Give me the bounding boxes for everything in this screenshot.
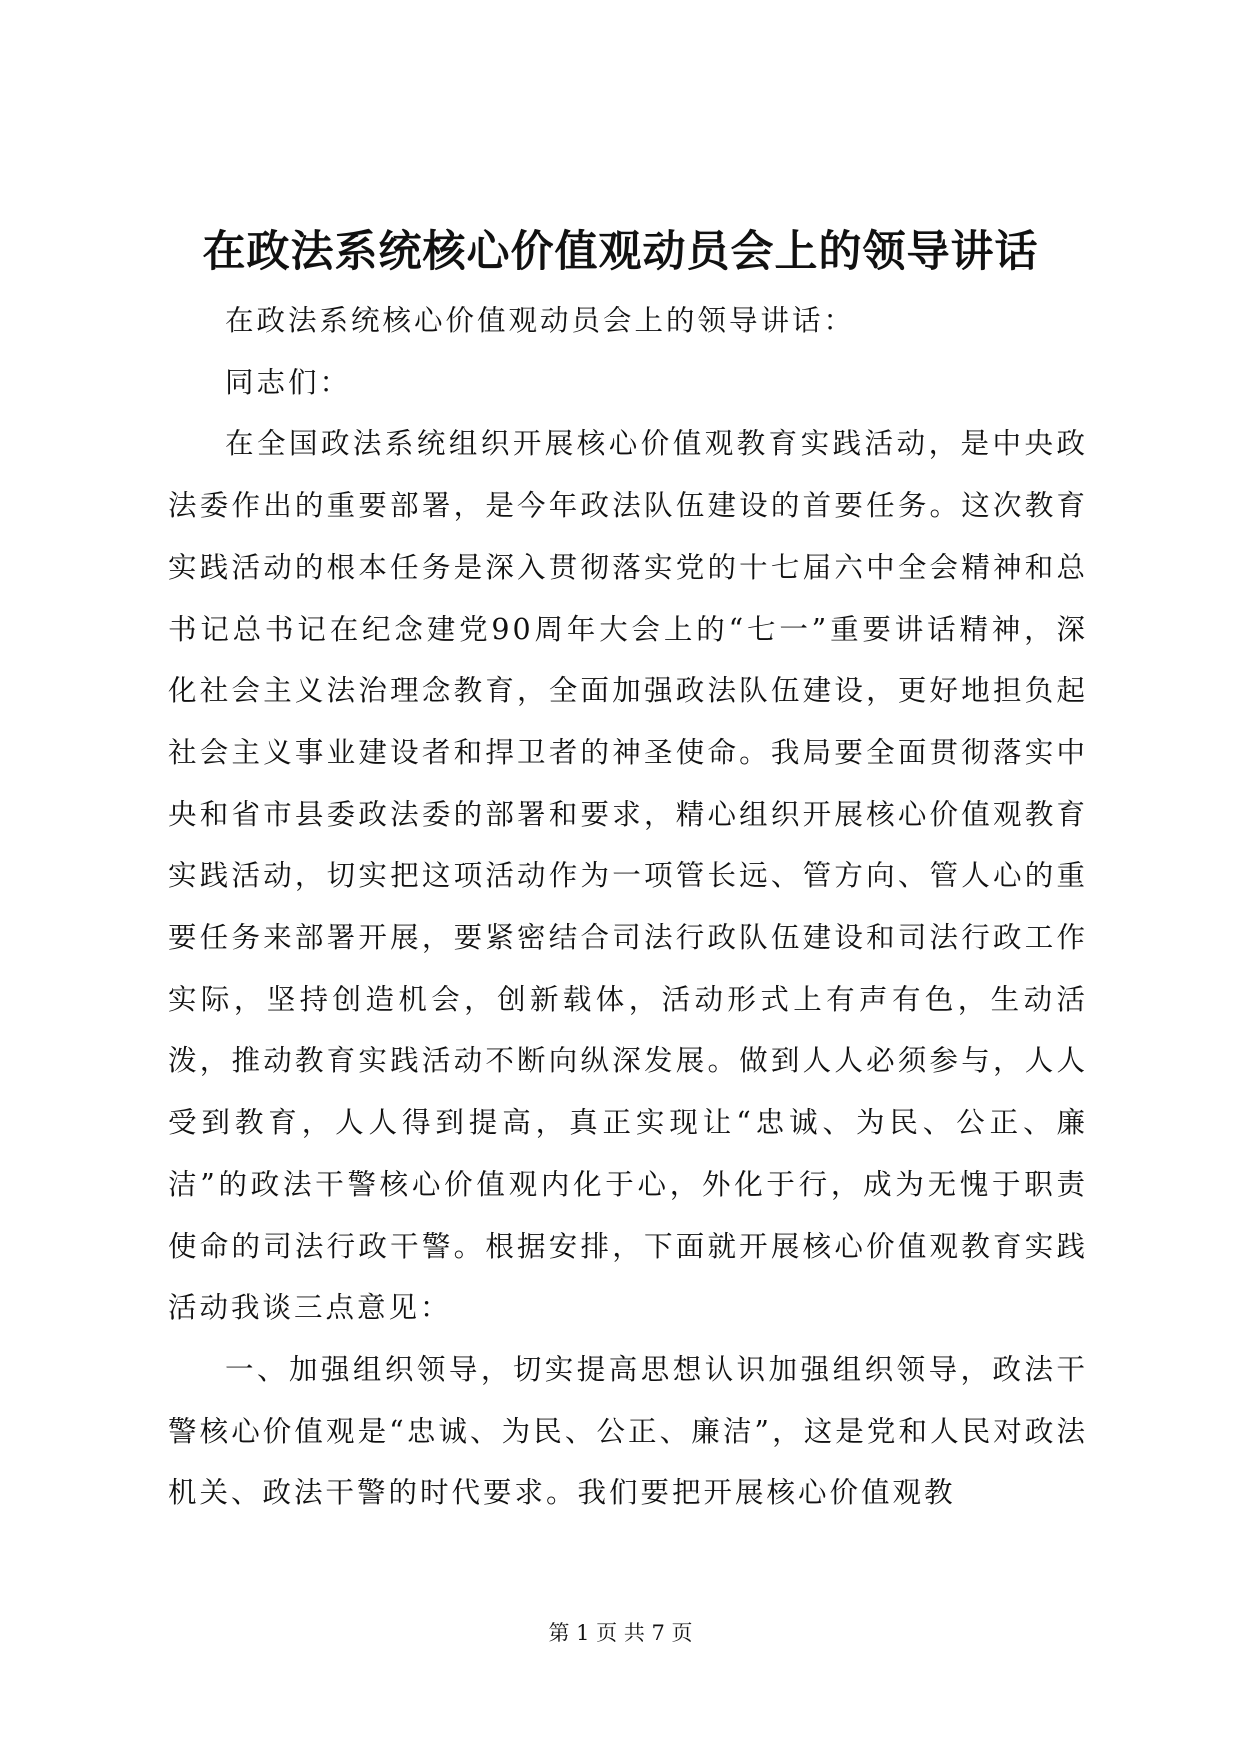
document-body: [168, 290, 1088, 1524]
page-number-footer: 第 1 页 共 7 页: [548, 1621, 693, 1645]
salutation-heading: 在政法系统核心价值观动员会上的领导讲话：: [225, 304, 856, 337]
salutation: 同志们：: [225, 365, 352, 399]
section-one-paragraph: 一、加强组织领导，切实提高思想认识加强组织领导，政法干警核心价值观是“忠诚、为民、公正、廉洁”，这是党和人民对政法机关、政法干警的时代要求。我们要把开展核心价值观教: [168, 1352, 1088, 1510]
document-title: 在政法系统核心价值观动员会上的领导讲话: [202, 227, 1039, 277]
body-paragraph: 在全国政法系统组织开展核心价值观教育实践活动，是中央政法委作出的重要部署，是今年政法队伍建设的首要任务。这次教育实践活动的根本任务是深入贯彻落实党的十七届六中全会精神和总书记总书记在纪念建党90周年大会上的“七一”重要讲话精神，深化社会主义法治理念教育，全面加强政法队伍建设，更好地担负起社会主义事业建设者和捍卫者的神圣使命。我局要全面贯彻落实中央和省市县委政法委的部署和要求，精心组织开展核心价值观教育实践活动，切实把这项活动作为一项管长远、管方向、管人心的重要任务来部署开展，要紧密结合司法行政队伍建设和司法行政工作实际，坚持创造机会，创新载体，活动形式上有声有色，生动活泼，推动教育实践活动不断向纵深发展。做到人人必须参与，人人受到教育，人人得到提高，真正实现让“忠诚、为民、公正、廉洁”的政法干警核心价值观内化于心，外化于行，成为无愧于职责使命的司法行政干警。根据安排，下面就开展核心价值观教育实践活动我谈三点意见：: [168, 427, 1088, 1325]
